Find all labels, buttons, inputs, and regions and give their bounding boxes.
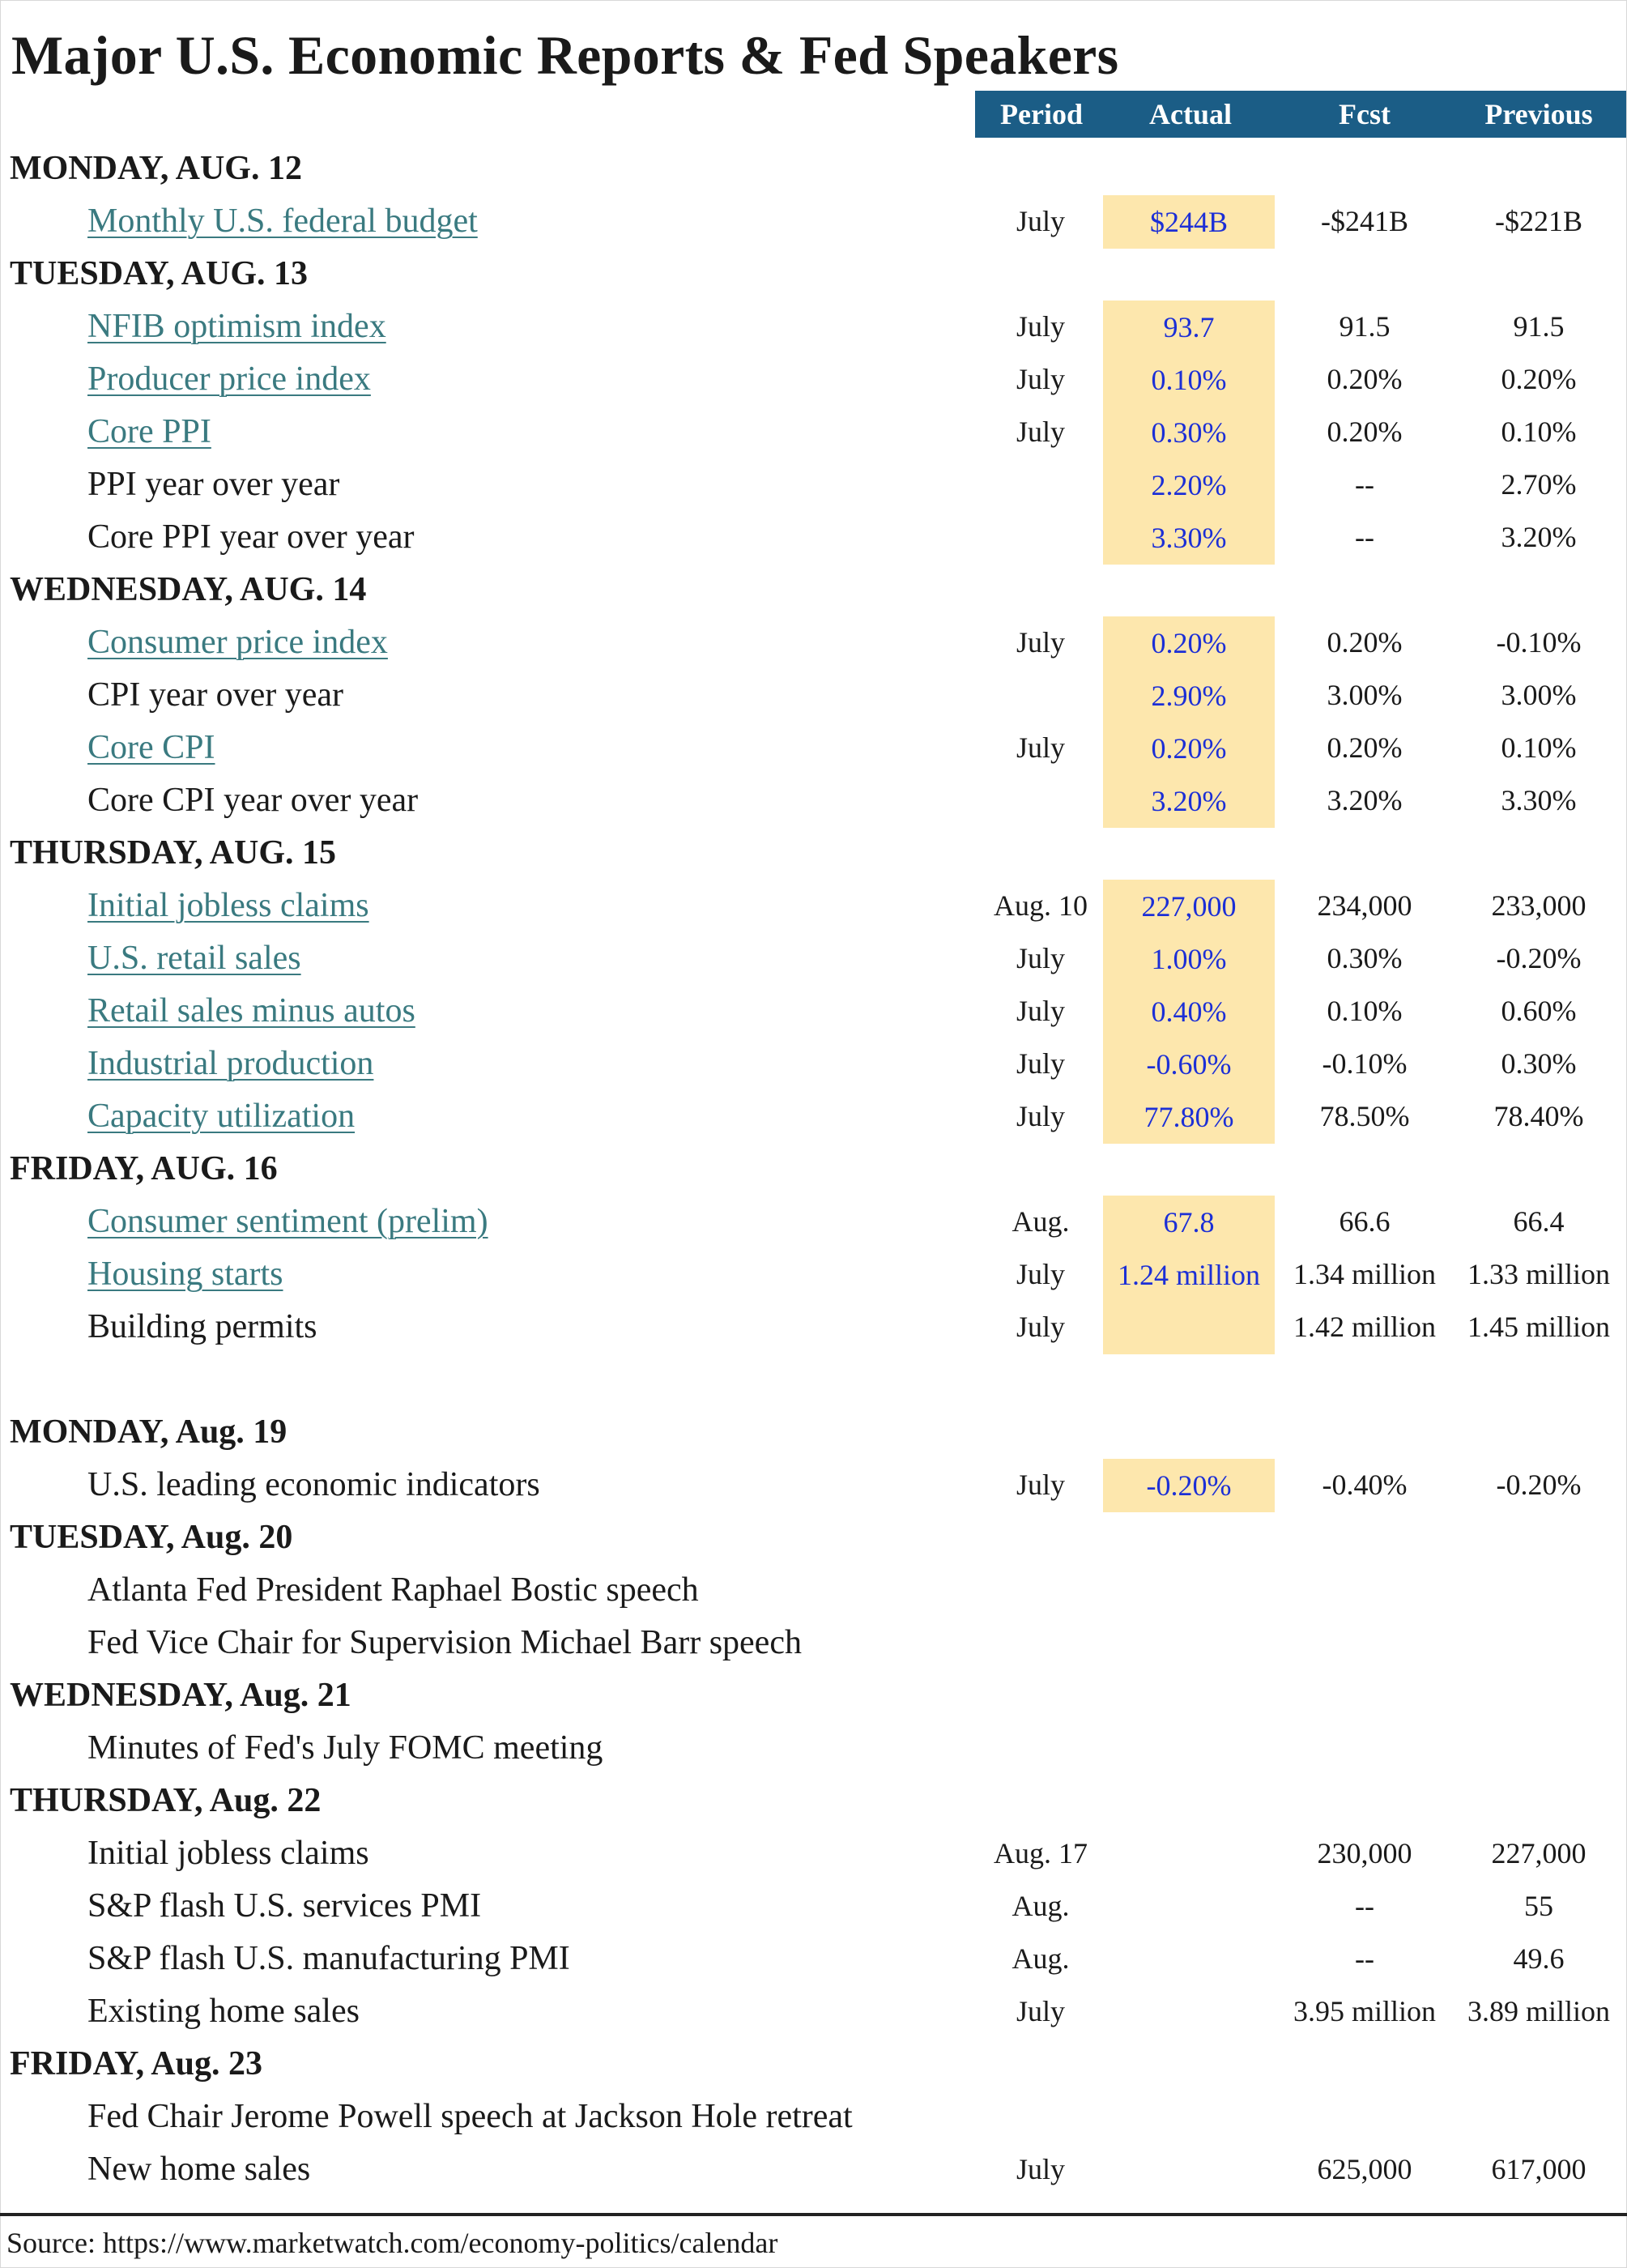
actual-cell <box>1103 1564 1275 1618</box>
actual-cell: 0.40% <box>1103 985 1275 1038</box>
day-header: WEDNESDAY, Aug. 21 <box>10 1677 351 1714</box>
report-link[interactable]: Core PPI <box>87 413 211 450</box>
report-label: New home sales <box>87 2151 311 2188</box>
period-cell: July <box>1016 626 1065 659</box>
forecast-cell: -0.40% <box>1322 1469 1408 1501</box>
spacer-row <box>0 1354 1627 1405</box>
table-row <box>0 2143 1627 2195</box>
forecast-cell: 66.6 <box>1339 1205 1391 1238</box>
forecast-cell: 230,000 <box>1317 1837 1412 1869</box>
period-cell: July <box>1016 363 1065 395</box>
previous-cell: 55 <box>1524 1890 1553 1922</box>
actual-cell: 67.8 <box>1103 1196 1275 1249</box>
period-cell: July <box>1016 1047 1065 1080</box>
actual-cell: 227,000 <box>1103 880 1275 933</box>
previous-cell: 233,000 <box>1491 889 1587 922</box>
previous-cell: 66.4 <box>1513 1205 1565 1238</box>
report-link[interactable]: Producer price index <box>87 360 371 398</box>
table-row <box>0 1880 1627 1932</box>
forecast-cell: 3.00% <box>1327 679 1403 711</box>
forecast-cell: 0.20% <box>1327 731 1403 764</box>
report-label: CPI year over year <box>87 676 344 714</box>
previous-cell: -$221B <box>1495 205 1582 237</box>
period-cell: Aug. <box>1012 1205 1070 1238</box>
forecast-cell: 0.20% <box>1327 416 1403 448</box>
previous-cell: 78.40% <box>1493 1100 1584 1132</box>
actual-cell: 1.00% <box>1103 932 1275 986</box>
period-cell: Aug. 17 <box>994 1837 1088 1869</box>
period-cell: July <box>1016 1100 1065 1132</box>
table-row <box>0 985 1627 1037</box>
table-row <box>0 195 1627 247</box>
actual-cell: 2.90% <box>1103 669 1275 723</box>
table-row <box>0 458 1627 510</box>
period-cell: July <box>1016 205 1065 237</box>
table-row <box>0 1090 1627 1142</box>
day-header: THURSDAY, AUG. 15 <box>10 834 336 872</box>
actual-cell <box>1103 1933 1275 1986</box>
actual-cell: $244B <box>1103 195 1275 249</box>
forecast-cell: -0.10% <box>1322 1047 1408 1080</box>
forecast-cell: -- <box>1355 1890 1374 1922</box>
day-header: FRIDAY, Aug. 23 <box>10 2045 262 2083</box>
forecast-cell: -- <box>1355 1942 1374 1975</box>
table-row <box>0 1038 1627 1089</box>
table-row <box>0 1722 1627 1774</box>
day-header-row <box>0 143 1627 194</box>
forecast-cell: 0.30% <box>1327 942 1403 974</box>
previous-cell: 0.30% <box>1501 1047 1577 1080</box>
actual-cell: -0.20% <box>1103 1459 1275 1512</box>
page-title: Major U.S. Economic Reports & Fed Speakers <box>11 24 1119 86</box>
bottom-divider <box>0 2213 1627 2216</box>
period-cell: July <box>1016 416 1065 448</box>
table-row <box>0 1301 1627 1353</box>
table-row <box>0 1459 1627 1511</box>
actual-cell: -0.60% <box>1103 1038 1275 1091</box>
previous-cell: 3.20% <box>1501 521 1577 553</box>
report-label: Fed Vice Chair for Supervision Michael Barr speech <box>87 1624 802 1661</box>
day-header-row <box>0 1669 1627 1721</box>
actual-cell <box>1103 2143 1275 2197</box>
report-link[interactable]: U.S. retail sales <box>87 940 301 977</box>
report-link[interactable]: Consumer price index <box>87 624 388 661</box>
report-link[interactable]: Industrial production <box>87 1045 374 1082</box>
table-row <box>0 406 1627 458</box>
table-row <box>0 932 1627 984</box>
previous-cell: 2.70% <box>1501 468 1577 501</box>
column-header-fcst: Fcst <box>1339 98 1391 130</box>
period-cell: Aug. 10 <box>994 889 1088 922</box>
report-label: S&P flash U.S. manufacturing PMI <box>87 1940 570 1977</box>
report-label: PPI year over year <box>87 466 340 503</box>
report-label: S&P flash U.S. services PMI <box>87 1887 482 1925</box>
report-label: Existing home sales <box>87 1993 360 2030</box>
table-row <box>0 1827 1627 1879</box>
report-label: Core CPI year over year <box>87 782 419 819</box>
actual-cell <box>1103 1722 1275 1776</box>
forecast-cell: 234,000 <box>1317 889 1412 922</box>
previous-cell: 3.30% <box>1501 784 1577 816</box>
table-row <box>0 1564 1627 1616</box>
forecast-cell: 1.42 million <box>1293 1311 1436 1343</box>
report-label: Minutes of Fed's July FOMC meeting <box>87 1729 603 1767</box>
forecast-cell: 0.20% <box>1327 363 1403 395</box>
period-cell: July <box>1016 1311 1065 1343</box>
table-row <box>0 353 1627 405</box>
table-row <box>0 301 1627 352</box>
report-label: U.S. leading economic indicators <box>87 1466 540 1503</box>
day-header: TUESDAY, AUG. 13 <box>10 255 309 292</box>
column-header-period: Period <box>1000 98 1083 130</box>
actual-cell: 0.20% <box>1103 616 1275 670</box>
table-row <box>0 2091 1627 2142</box>
actual-cell <box>1103 1827 1275 1881</box>
period-cell: July <box>1016 1469 1065 1501</box>
table-row <box>0 1196 1627 1247</box>
report-label: Atlanta Fed President Raphael Bostic speech <box>87 1571 699 1609</box>
report-link[interactable]: Housing starts <box>87 1256 283 1293</box>
previous-cell: 91.5 <box>1513 310 1565 343</box>
day-header-row <box>0 2038 1627 2090</box>
table-row <box>0 880 1627 932</box>
period-cell: July <box>1016 2153 1065 2185</box>
day-header-row <box>0 1406 1627 1458</box>
table-row <box>0 511 1627 563</box>
forecast-cell: 625,000 <box>1317 2153 1412 2185</box>
actual-cell <box>1103 1985 1275 2039</box>
column-header-actual: Actual <box>1149 98 1232 130</box>
actual-cell <box>1103 1301 1275 1354</box>
previous-cell: 3.89 million <box>1467 1995 1610 2027</box>
previous-cell: 0.60% <box>1501 995 1577 1027</box>
previous-cell: -0.20% <box>1496 942 1582 974</box>
report-label: Fed Chair Jerome Powell speech at Jackson Hole retreat <box>87 2098 853 2135</box>
day-header: MONDAY, Aug. 19 <box>10 1413 287 1451</box>
previous-cell: 1.33 million <box>1467 1258 1610 1290</box>
table-row <box>0 1248 1627 1300</box>
day-header-row <box>0 564 1627 616</box>
period-cell: July <box>1016 1258 1065 1290</box>
previous-cell: 227,000 <box>1491 1837 1587 1869</box>
report-link[interactable]: Initial jobless claims <box>87 887 369 924</box>
report-link[interactable]: Retail sales minus autos <box>87 992 415 1030</box>
forecast-cell: 91.5 <box>1339 310 1391 343</box>
day-header-row <box>0 827 1627 879</box>
day-header: FRIDAY, AUG. 16 <box>10 1150 278 1187</box>
report-link[interactable]: Monthly U.S. federal budget <box>87 202 478 240</box>
report-label: Building permits <box>87 1308 317 1345</box>
table-row <box>0 722 1627 774</box>
period-cell: July <box>1016 942 1065 974</box>
previous-cell: 0.20% <box>1501 363 1577 395</box>
actual-cell: 93.7 <box>1103 301 1275 354</box>
actual-cell: 0.30% <box>1103 406 1275 459</box>
forecast-cell: -- <box>1355 468 1374 501</box>
column-header-bar <box>975 91 1626 138</box>
day-header-row <box>0 248 1627 300</box>
previous-cell: 49.6 <box>1513 1942 1565 1975</box>
day-header-row <box>0 1511 1627 1563</box>
previous-cell: 0.10% <box>1501 416 1577 448</box>
period-cell: Aug. <box>1012 1890 1070 1922</box>
actual-cell <box>1103 1617 1275 1670</box>
actual-cell: 77.80% <box>1103 1090 1275 1144</box>
report-label: Initial jobless claims <box>87 1835 369 1872</box>
source-note: Source: https://www.marketwatch.com/economy-politics/calendar <box>6 2227 778 2259</box>
day-header: MONDAY, AUG. 12 <box>10 150 302 187</box>
table-row <box>0 774 1627 826</box>
report-link[interactable]: Capacity utilization <box>87 1098 356 1135</box>
period-cell: July <box>1016 731 1065 764</box>
previous-cell: -0.20% <box>1496 1469 1582 1501</box>
previous-cell: -0.10% <box>1496 626 1582 659</box>
table-row <box>0 669 1627 721</box>
period-cell: July <box>1016 1995 1065 2027</box>
day-header-row <box>0 1775 1627 1827</box>
actual-cell: 2.20% <box>1103 458 1275 512</box>
forecast-cell: 78.50% <box>1319 1100 1410 1132</box>
table-row <box>0 1985 1627 2037</box>
forecast-cell: 1.34 million <box>1293 1258 1436 1290</box>
actual-cell: 3.30% <box>1103 511 1275 565</box>
forecast-cell: 3.95 million <box>1293 1995 1436 2027</box>
forecast-cell: 0.10% <box>1327 995 1403 1027</box>
forecast-cell: -$241B <box>1321 205 1408 237</box>
column-header-previous: Previous <box>1484 98 1593 130</box>
day-header: THURSDAY, Aug. 22 <box>10 1782 322 1819</box>
actual-cell <box>1103 1880 1275 1933</box>
report-link[interactable]: NFIB optimism index <box>87 308 386 345</box>
period-cell: July <box>1016 995 1065 1027</box>
day-header: TUESDAY, Aug. 20 <box>10 1519 293 1556</box>
forecast-cell: 0.20% <box>1327 626 1403 659</box>
forecast-cell: -- <box>1355 521 1374 553</box>
previous-cell: 0.10% <box>1501 731 1577 764</box>
actual-cell: 3.20% <box>1103 774 1275 828</box>
actual-cell: 1.24 million <box>1103 1248 1275 1302</box>
previous-cell: 3.00% <box>1501 679 1577 711</box>
period-cell: July <box>1016 310 1065 343</box>
day-header-row <box>0 1143 1627 1195</box>
report-link[interactable]: Core CPI <box>87 729 215 766</box>
previous-cell: 617,000 <box>1491 2153 1587 2185</box>
table-row <box>0 1617 1627 1669</box>
actual-cell: 0.20% <box>1103 722 1275 775</box>
table-row <box>0 1933 1627 1985</box>
report-label: Core PPI year over year <box>87 518 415 556</box>
previous-cell: 1.45 million <box>1467 1311 1610 1343</box>
period-cell: Aug. <box>1012 1942 1070 1975</box>
forecast-cell: 3.20% <box>1327 784 1403 816</box>
actual-cell: 0.10% <box>1103 353 1275 407</box>
actual-cell <box>1103 2091 1275 2144</box>
day-header: WEDNESDAY, AUG. 14 <box>10 571 367 608</box>
report-link[interactable]: Consumer sentiment (prelim) <box>87 1203 488 1240</box>
table-row <box>0 616 1627 668</box>
